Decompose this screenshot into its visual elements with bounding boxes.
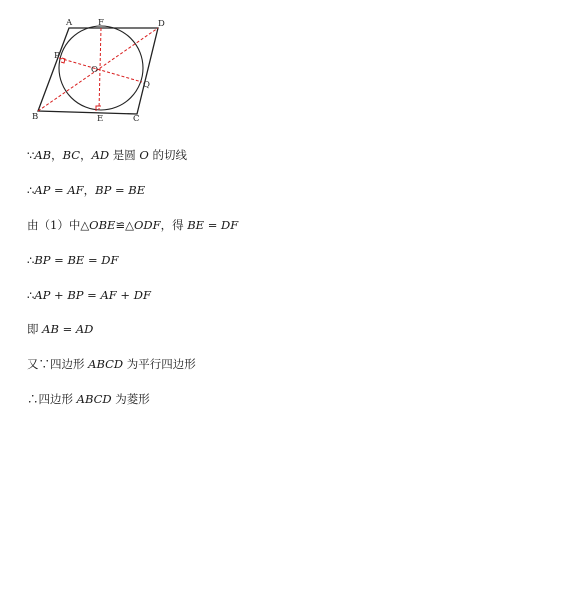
- math-symbol: BE: [128, 183, 146, 197]
- proof-line: [27, 321, 93, 337]
- label-b: B: [32, 112, 39, 122]
- math-symbol: ODF: [133, 218, 161, 232]
- text-segment: ∴四边形: [27, 392, 77, 406]
- label-f: F: [98, 18, 104, 28]
- text-segment: +: [50, 288, 68, 302]
- text-segment: 是圆: [109, 148, 140, 162]
- math-symbol: AF: [100, 288, 117, 302]
- text-segment: ，: [83, 183, 96, 197]
- math-symbol: BP: [95, 183, 112, 197]
- proof-line: [27, 252, 119, 268]
- text-segment: 为平行四边形: [123, 357, 196, 371]
- text-segment: =: [111, 183, 129, 197]
- auxiliary-dashed-lines: [38, 28, 158, 111]
- math-symbol: BP: [67, 288, 84, 302]
- math-symbol: OBE: [89, 218, 116, 232]
- text-segment: ，: [80, 148, 92, 162]
- text-segment: ，: [51, 148, 63, 162]
- text-segment: 为菱形: [111, 392, 150, 406]
- text-segment: ∵: [27, 148, 35, 162]
- math-symbol: AB: [34, 148, 52, 162]
- proof-line: [27, 287, 151, 303]
- math-symbol: ABCD: [76, 392, 112, 406]
- proof-line: [27, 217, 238, 233]
- text-segment: 即: [27, 322, 43, 336]
- math-symbol: AP: [34, 183, 51, 197]
- proof-line: [27, 391, 150, 407]
- math-symbol: AB: [42, 322, 59, 336]
- text-segment: =: [84, 253, 102, 267]
- math-symbol: AF: [67, 183, 84, 197]
- parallelogram-abcd: [38, 28, 158, 114]
- label-q: Q: [143, 80, 150, 90]
- proof-line: [27, 147, 187, 163]
- math-symbol: ABCD: [88, 357, 124, 371]
- text-segment: +: [116, 288, 134, 302]
- geometry-figure: [0, 0, 200, 130]
- text-segment: =: [204, 218, 222, 232]
- segment-fe: [99, 28, 101, 110]
- text-segment: =: [50, 253, 68, 267]
- text-segment: ≌△: [115, 218, 134, 232]
- label-c: C: [133, 114, 140, 124]
- text-segment: =: [58, 322, 76, 336]
- proof-line: [27, 356, 196, 372]
- label-d: D: [158, 19, 165, 29]
- math-symbol: BE: [187, 218, 205, 232]
- text-segment: ∴: [27, 183, 35, 197]
- label-o: O: [91, 65, 98, 75]
- math-symbol: DF: [133, 288, 151, 302]
- label-e: E: [97, 114, 104, 124]
- text-segment: ，得: [160, 218, 188, 232]
- math-symbol: BE: [67, 253, 85, 267]
- text-segment: 又∵四边形: [27, 357, 89, 371]
- label-a: A: [66, 18, 73, 28]
- text-segment: ∴: [27, 288, 35, 302]
- text-segment: ∴: [27, 253, 35, 267]
- math-symbol: O: [139, 148, 149, 162]
- math-symbol: DF: [221, 218, 239, 232]
- math-symbol: AD: [91, 148, 110, 162]
- text-segment: =: [50, 183, 68, 197]
- math-symbol: BP: [34, 253, 51, 267]
- math-symbol: AP: [34, 288, 51, 302]
- text-segment: 由（1）中△: [27, 218, 90, 232]
- text-segment: =: [83, 288, 101, 302]
- label-p: P: [54, 51, 60, 61]
- math-symbol: DF: [101, 253, 119, 267]
- math-symbol: AD: [75, 322, 94, 336]
- segment-pq: [59, 58, 142, 82]
- math-symbol: BC: [62, 148, 81, 162]
- proof-line: [27, 182, 145, 198]
- text-segment: 的切线: [148, 148, 187, 162]
